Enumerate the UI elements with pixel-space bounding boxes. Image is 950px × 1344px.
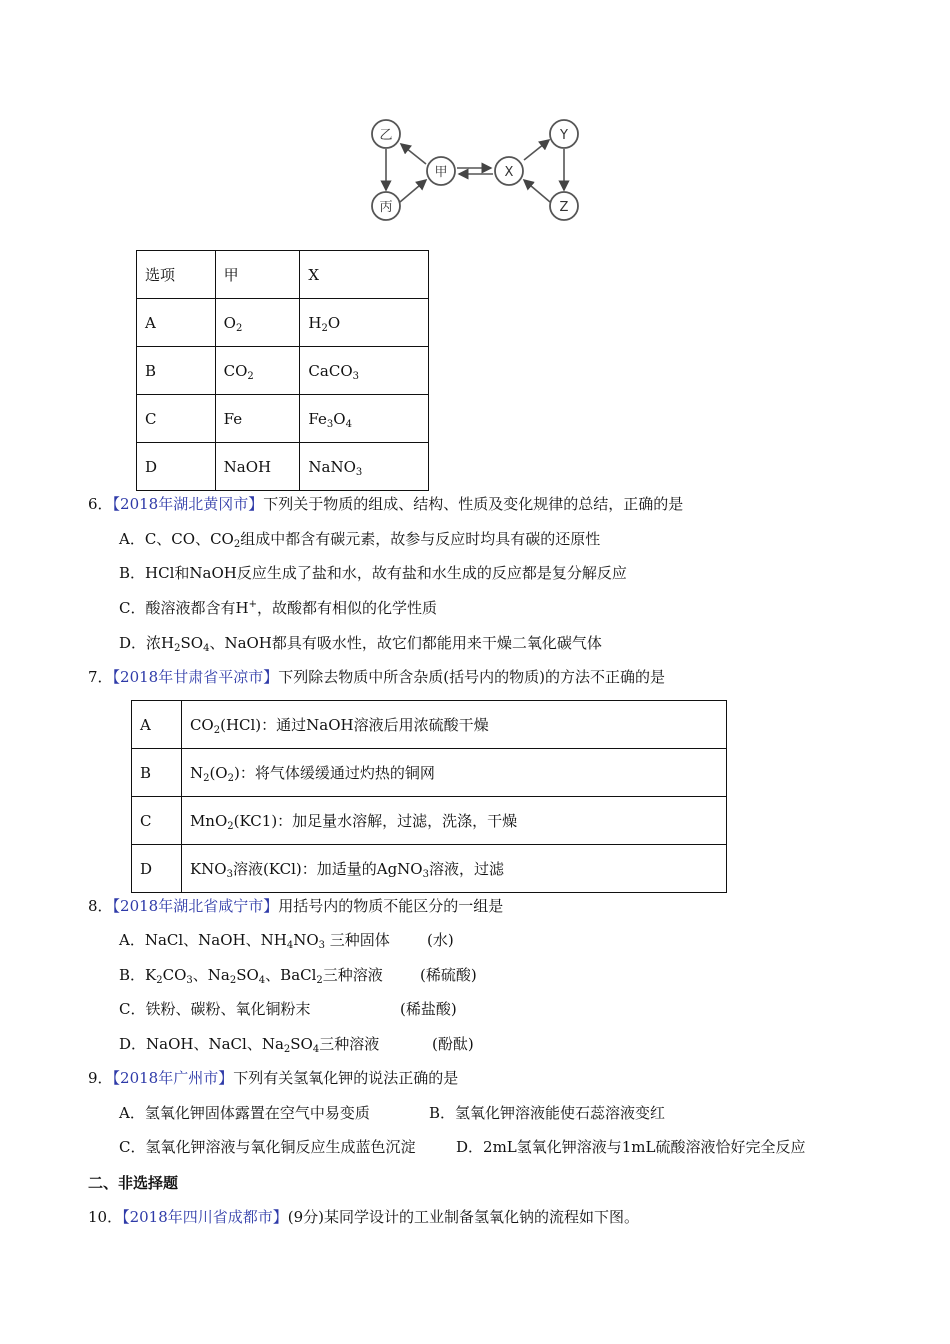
q9-option-c: C．氢氧化钾溶液与氧化铜反应生成蓝色沉淀 (119, 1138, 416, 1156)
table-cell: $CO_2(HCl)$：通过NaOH溶液后用浓硫酸干燥 (181, 701, 726, 749)
question-number: 7． (88, 668, 113, 686)
q8-option-d-reagent: (酚酞) (432, 1035, 474, 1053)
q6-option-c: C．酸溶液都含有H+，故酸都有相似的化学性质 (119, 599, 437, 617)
question-text: 下列关于物质的组成、结构、性质及变化规律的总结，正确的是 (263, 495, 684, 513)
question-source: 【2018年甘肃省平凉市】 (112, 668, 279, 686)
table-cell: C (137, 395, 216, 443)
table-row (137, 251, 429, 299)
table-cell: $CO_2$ (215, 347, 300, 395)
question-number: 9． (88, 1069, 113, 1087)
question-text: 下列有关氢氧化钾的说法正确的是 (233, 1069, 459, 1087)
section-heading: 二、非选择题 (88, 1174, 179, 1192)
node-x-label: X (504, 165, 514, 180)
table-cell: $Fe_3O_4$ (300, 395, 429, 443)
q8-option-b (119, 964, 383, 986)
question-text: 下列除去物质中所含杂质(括号内的物质)的方法不正确的是 (278, 668, 665, 686)
table-row (137, 347, 429, 395)
option-text: A．NaCl、NaOH、$NH_4NO_3$ 三种固体 (119, 931, 390, 951)
table-cell: CaCO$_3$ (300, 347, 429, 395)
arrow-jia-to-yi (401, 144, 426, 164)
question-10-stem (88, 1206, 639, 1228)
node-bing-label: 丙 (379, 200, 393, 215)
table-cell: Fe (215, 395, 300, 443)
arrow-x-to-y (524, 140, 549, 160)
table-row (137, 443, 429, 491)
table-cell: D (137, 443, 216, 491)
q9-option-a: A．氢氧化钾固体露置在空气中易变质 (119, 1104, 370, 1122)
table-cell: A (137, 299, 216, 347)
table-cell: $N_2(O_2)$：将气体缓缓通过灼热的铜网 (181, 749, 726, 797)
q8-option-c-reagent: (稀盐酸) (400, 1000, 457, 1018)
question-source: 【2018年广州市】 (112, 1069, 234, 1087)
q8-option-b-reagent: (稀硫酸) (420, 966, 477, 984)
table-row (132, 845, 727, 893)
table-cell: B (132, 749, 182, 797)
node-jia-label: 甲 (434, 165, 448, 180)
question-source: 【2018年湖北黄冈市】 (112, 495, 264, 513)
q8-option-a-reagent: (水) (427, 931, 454, 949)
question-source: 【2018年湖北省咸宁市】 (112, 897, 279, 915)
q9-option-d: D．2mL氢氧化钾溶液与1mL硫酸溶液恰好完全反应 (456, 1138, 806, 1156)
table-row (132, 749, 727, 797)
table-header: 甲 (215, 251, 300, 299)
option-text: C．铁粉、碳粉、氧化铜粉末 (119, 1000, 311, 1018)
question-text: 用括号内的物质不能区分的一组是 (278, 897, 504, 915)
option-text: B．$K_2CO_3$、$Na_2SO_4$、BaCl$_2$三种溶液 (119, 966, 383, 986)
q9-option-b: B．氢氧化钾溶液能使石蕊溶液变红 (429, 1104, 666, 1122)
question-8-stem (88, 895, 503, 917)
table-cell: D (132, 845, 182, 893)
question-source: 【2018年四川省成都市】 (122, 1208, 288, 1226)
reaction-diagram (360, 110, 590, 230)
question-9-stem (88, 1067, 458, 1089)
table-row (137, 395, 429, 443)
q6-option-b: B．HCl和NaOH反应生成了盐和水，故有盐和水生成的反应都是复分解反应 (119, 564, 627, 582)
table-cell: B (137, 347, 216, 395)
question-number: 8． (88, 897, 113, 915)
table-cell: $KNO_3$溶液(KCl)：加适量的AgNO$_3$溶液，过滤 (181, 845, 726, 893)
options-table (136, 250, 429, 491)
option-text: D．NaOH、NaCl、$Na_2SO_4$三种溶液 (119, 1035, 380, 1055)
question-7-stem (88, 666, 665, 688)
question-text: (9分)某同学设计的工业制备氢氧化钠的流程如下图。 (287, 1208, 640, 1226)
arrow-z-to-x (524, 180, 550, 202)
q7-table (131, 700, 727, 893)
question-number: 6． (88, 495, 113, 513)
table-cell: C (132, 797, 182, 845)
arrow-bing-to-jia (400, 180, 426, 202)
table-cell: MnO$_2$(KC1)：加足量水溶解，过滤，洗涤，干燥 (181, 797, 726, 845)
table-row (137, 299, 429, 347)
node-z-label: Z (559, 200, 569, 215)
table-row (132, 797, 727, 845)
table-header: 选项 (137, 251, 216, 299)
node-y-label: Y (560, 128, 568, 143)
table-cell: $O_2$ (215, 299, 300, 347)
question-6-stem (88, 493, 683, 515)
q8-option-a (119, 929, 390, 951)
table-cell: $H_2O$ (300, 299, 429, 347)
table-header: X (300, 251, 429, 299)
q8-option-c (119, 998, 310, 1020)
q8-option-d (119, 1033, 379, 1055)
table-row (132, 701, 727, 749)
question-number: 10． (88, 1208, 123, 1226)
table-cell: NaOH (215, 443, 300, 491)
q6-option-d: D．浓$H_2SO_4$、NaOH都具有吸水性，故它们都能用来干燥二氧化碳气体 (119, 634, 602, 654)
node-yi-label: 乙 (379, 128, 393, 143)
table-cell: A (132, 701, 182, 749)
table-cell: NaNO$_3$ (300, 443, 429, 491)
q6-option-a: A．C、CO、$CO_2$组成中都含有碳元素，故参与反应时均具有碳的还原性 (119, 530, 601, 550)
